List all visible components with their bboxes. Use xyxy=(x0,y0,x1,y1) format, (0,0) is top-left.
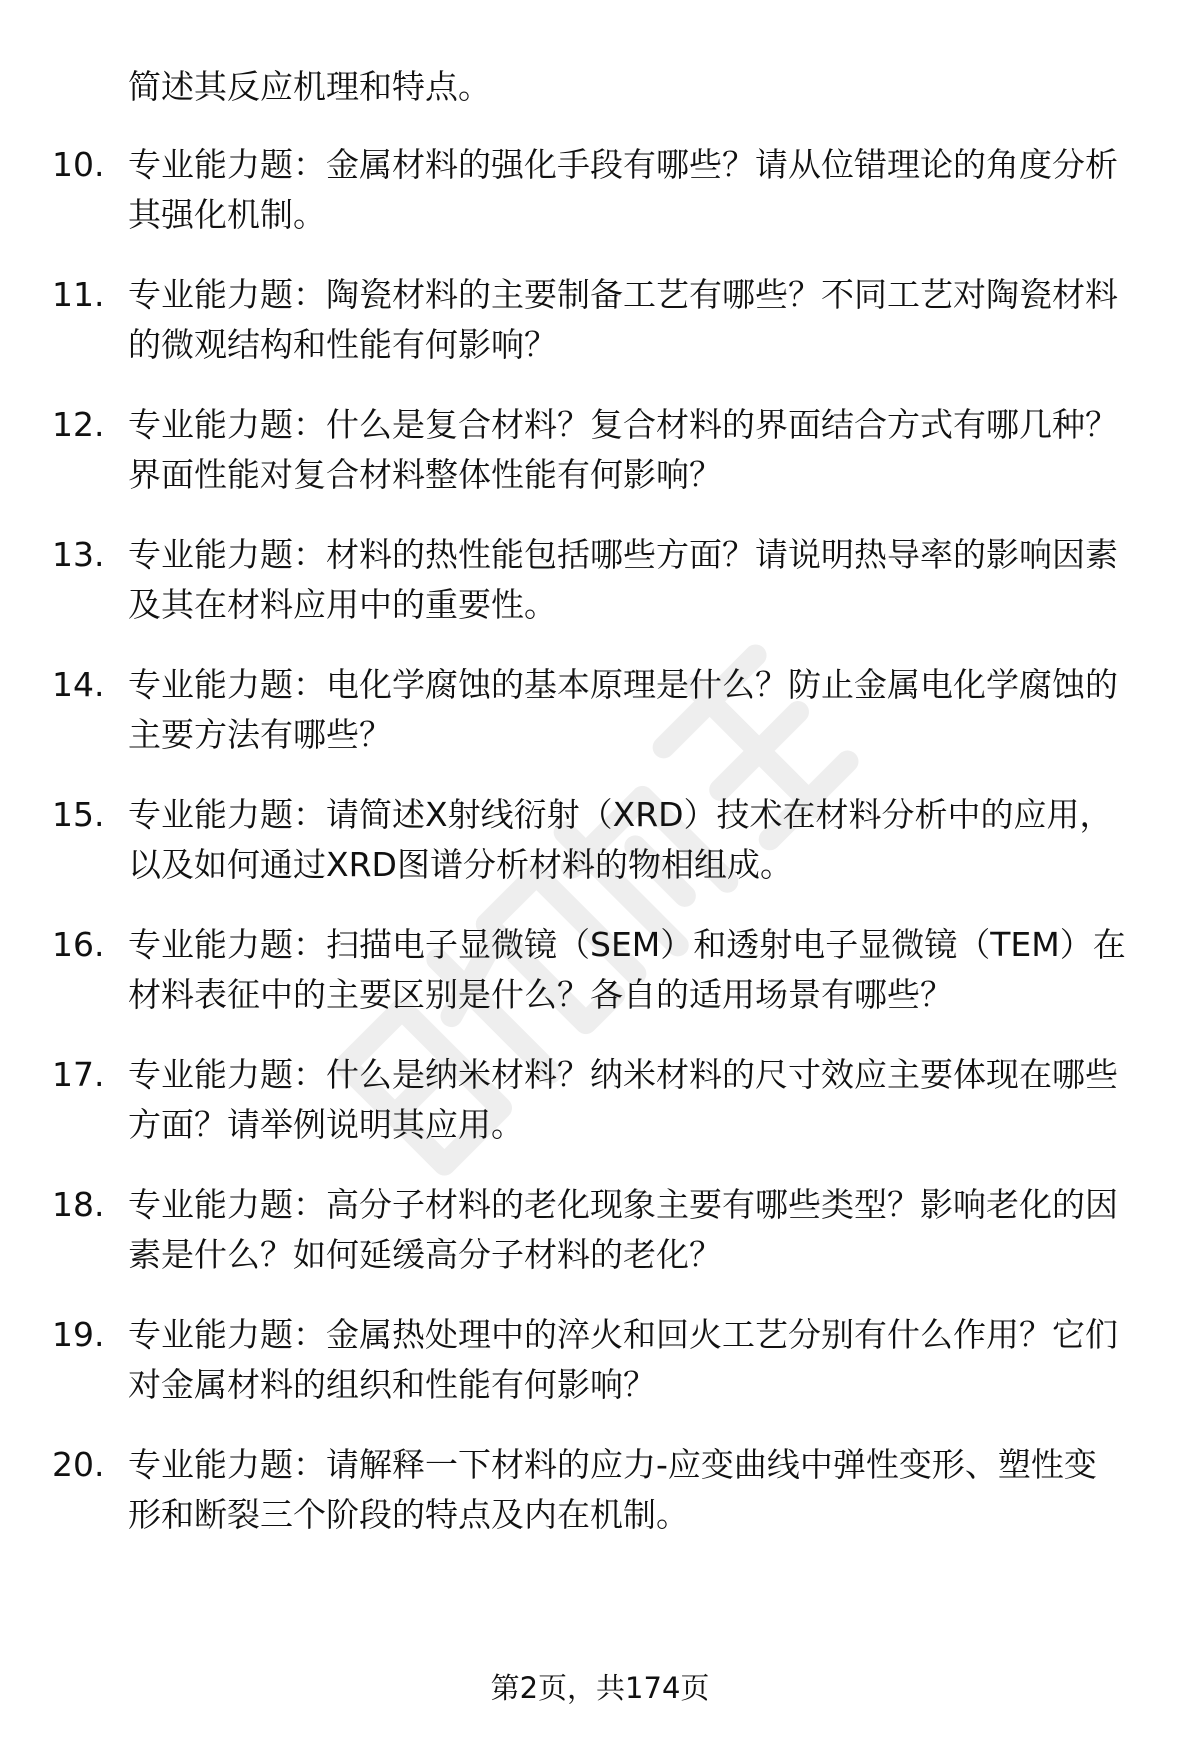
question-text: 专业能力题：材料的热性能包括哪些方面？请说明热导率的影响因素及其在材料应用中的重要性。 xyxy=(128,535,1118,624)
question-item xyxy=(52,660,1152,760)
question-item xyxy=(52,530,1152,630)
question-item xyxy=(52,920,1152,1020)
question-item xyxy=(52,1050,1152,1150)
question-text: 专业能力题：扫描电子显微镜（SEM）和透射电子显微镜（TEM）在材料表征中的主要区别是什么？各自的适用场景有哪些？ xyxy=(128,925,1126,1014)
question-item xyxy=(52,270,1152,370)
question-text: 专业能力题：什么是复合材料？复合材料的界面结合方式有哪几种？界面性能对复合材料整体性能有何影响？ xyxy=(128,405,1118,494)
page-footer: 第2页，共174页 xyxy=(490,1671,710,1705)
question-item xyxy=(52,1180,1152,1280)
question-number: 12. xyxy=(52,405,105,444)
question-number: 11. xyxy=(52,275,105,314)
question-text: 专业能力题：什么是纳米材料？纳米材料的尺寸效应主要体现在哪些方面？请举例说明其应用。 xyxy=(128,1055,1118,1144)
question-number: 13. xyxy=(52,535,105,574)
question-item xyxy=(52,400,1152,500)
question-number: 14. xyxy=(52,665,105,704)
question-text: 专业能力题：金属材料的强化手段有哪些？请从位错理论的角度分析其强化机制。 xyxy=(128,145,1118,234)
continuation-text: 简述其反应机理和特点。 xyxy=(128,67,491,106)
question-item xyxy=(52,1440,1152,1540)
question-text: 专业能力题：电化学腐蚀的基本原理是什么？防止金属电化学腐蚀的主要方法有哪些？ xyxy=(128,665,1118,754)
question-number: 15. xyxy=(52,795,105,834)
question-item xyxy=(52,790,1152,890)
question-text: 专业能力题：高分子材料的老化现象主要有哪些类型？影响老化的因素是什么？如何延缓高分子材料的老化？ xyxy=(128,1185,1118,1274)
question-number: 17. xyxy=(52,1055,105,1094)
question-number: 10. xyxy=(52,145,105,184)
question-number: 20. xyxy=(52,1445,105,1484)
question-text: 专业能力题：请解释一下材料的应力-应变曲线中弹性变形、塑性变形和断裂三个阶段的特点及内在机制。 xyxy=(128,1445,1097,1534)
question-number: 19. xyxy=(52,1315,105,1354)
question-number: 18. xyxy=(52,1185,105,1224)
question-text: 专业能力题：陶瓷材料的主要制备工艺有哪些？不同工艺对陶瓷材料的微观结构和性能有何影响？ xyxy=(128,275,1118,364)
question-item xyxy=(52,1310,1152,1410)
question-text: 专业能力题：请简述X射线衍射（XRD）技术在材料分析中的应用，以及如何通过XRD图谱分析材料的物相组成。 xyxy=(128,795,1113,884)
question-number: 16. xyxy=(52,925,105,964)
document-content xyxy=(52,62,1152,1570)
question-item xyxy=(52,140,1152,240)
question-text: 专业能力题：金属热处理中的淬火和回火工艺分别有什么作用？它们对金属材料的组织和性能有何影响？ xyxy=(128,1315,1118,1404)
